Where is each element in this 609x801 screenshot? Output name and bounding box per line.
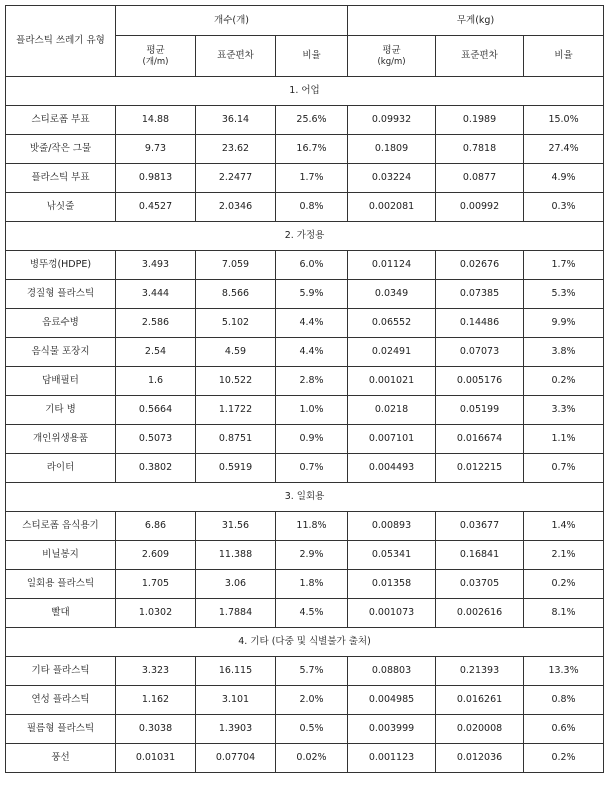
table-cell: 1.7% <box>524 251 604 280</box>
table-cell: 3.493 <box>116 251 196 280</box>
table-cell: 0.016674 <box>436 425 524 454</box>
table-cell: 3.3% <box>524 396 604 425</box>
table-cell: 6.0% <box>276 251 348 280</box>
table-cell: 1.4% <box>524 512 604 541</box>
table-cell: 0.05199 <box>436 396 524 425</box>
table-cell: 2.9% <box>276 541 348 570</box>
table-cell: 0.7% <box>524 454 604 483</box>
table-cell: 0.8751 <box>196 425 276 454</box>
table-cell: 4.5% <box>276 599 348 628</box>
table-cell: 5.7% <box>276 657 348 686</box>
table-cell: 0.7% <box>276 454 348 483</box>
table-row <box>6 454 604 483</box>
table-row <box>6 396 604 425</box>
row-type-label: 낚싯줄 <box>6 193 116 222</box>
table-row <box>6 541 604 570</box>
table-cell: 2.54 <box>116 338 196 367</box>
table-cell: 0.02491 <box>348 338 436 367</box>
table-cell: 4.4% <box>276 338 348 367</box>
table-cell: 0.03224 <box>348 164 436 193</box>
table-cell: 0.001073 <box>348 599 436 628</box>
row-type-label: 경질형 플라스틱 <box>6 280 116 309</box>
table-cell: 15.0% <box>524 106 604 135</box>
table-cell: 1.1722 <box>196 396 276 425</box>
table-cell: 2.586 <box>116 309 196 338</box>
table-cell: 10.522 <box>196 367 276 396</box>
row-type-label: 음료수병 <box>6 309 116 338</box>
section-title: 4. 기타 (다중 및 식별불가 출처) <box>6 628 604 657</box>
table-cell: 16.115 <box>196 657 276 686</box>
table-cell: 0.004985 <box>348 686 436 715</box>
table-cell: 1.7884 <box>196 599 276 628</box>
table-cell: 0.14486 <box>436 309 524 338</box>
header-weight-mean: 평균 (kg/m) <box>348 36 436 77</box>
row-type-label: 플라스틱 부표 <box>6 164 116 193</box>
table-row <box>6 715 604 744</box>
row-type-label: 스티로폼 부표 <box>6 106 116 135</box>
table-cell: 0.0349 <box>348 280 436 309</box>
table-cell: 2.609 <box>116 541 196 570</box>
table-cell: 0.5073 <box>116 425 196 454</box>
table-cell: 0.005176 <box>436 367 524 396</box>
table-cell: 0.9813 <box>116 164 196 193</box>
table-cell: 0.08803 <box>348 657 436 686</box>
header-weight-ratio: 비율 <box>524 36 604 77</box>
table-cell: 0.07704 <box>196 744 276 773</box>
table-cell: 31.56 <box>196 512 276 541</box>
table-cell: 11.8% <box>276 512 348 541</box>
section-title: 1. 어업 <box>6 77 604 106</box>
table-cell: 4.59 <box>196 338 276 367</box>
table-cell: 0.06552 <box>348 309 436 338</box>
header-weight-group: 무게(kg) <box>348 6 604 36</box>
table-cell: 1.7% <box>276 164 348 193</box>
table-cell: 11.388 <box>196 541 276 570</box>
table-cell: 3.323 <box>116 657 196 686</box>
table-row <box>6 367 604 396</box>
table-cell: 0.9% <box>276 425 348 454</box>
table-cell: 0.21393 <box>436 657 524 686</box>
table-cell: 36.14 <box>196 106 276 135</box>
section-row <box>6 77 604 106</box>
table-cell: 0.2% <box>524 744 604 773</box>
table-row <box>6 599 604 628</box>
table-cell: 0.012036 <box>436 744 524 773</box>
table-cell: 0.002081 <box>348 193 436 222</box>
table-row <box>6 512 604 541</box>
table-cell: 14.88 <box>116 106 196 135</box>
table-cell: 0.1809 <box>348 135 436 164</box>
table-cell: 1.8% <box>276 570 348 599</box>
row-type-label: 기타 병 <box>6 396 116 425</box>
table-cell: 9.73 <box>116 135 196 164</box>
row-type-label: 기타 플라스틱 <box>6 657 116 686</box>
table-body <box>6 77 604 773</box>
table-row <box>6 280 604 309</box>
table-row <box>6 686 604 715</box>
table-cell: 4.4% <box>276 309 348 338</box>
table-cell: 2.0% <box>276 686 348 715</box>
header-count-ratio: 비율 <box>276 36 348 77</box>
table-cell: 0.00992 <box>436 193 524 222</box>
section-row <box>6 628 604 657</box>
table-cell: 1.705 <box>116 570 196 599</box>
table-cell: 0.02676 <box>436 251 524 280</box>
table-cell: 0.020008 <box>436 715 524 744</box>
section-title: 3. 일회용 <box>6 483 604 512</box>
table-cell: 0.4527 <box>116 193 196 222</box>
table-row <box>6 251 604 280</box>
row-type-label: 빨대 <box>6 599 116 628</box>
table-cell: 16.7% <box>276 135 348 164</box>
table-cell: 0.8% <box>524 686 604 715</box>
table-cell: 3.444 <box>116 280 196 309</box>
table-cell: 1.6 <box>116 367 196 396</box>
table-cell: 8.566 <box>196 280 276 309</box>
table-cell: 0.002616 <box>436 599 524 628</box>
table-cell: 0.0877 <box>436 164 524 193</box>
table-cell: 0.001021 <box>348 367 436 396</box>
row-type-label: 일회용 플라스틱 <box>6 570 116 599</box>
table-cell: 0.5919 <box>196 454 276 483</box>
table-cell: 4.9% <box>524 164 604 193</box>
header-type-label: 플라스틱 쓰레기 유형 <box>6 6 116 77</box>
table-cell: 0.01124 <box>348 251 436 280</box>
row-type-label: 연성 플라스틱 <box>6 686 116 715</box>
table-cell: 0.03705 <box>436 570 524 599</box>
table-cell: 0.1989 <box>436 106 524 135</box>
table-cell: 0.07385 <box>436 280 524 309</box>
row-type-label: 비닐봉지 <box>6 541 116 570</box>
table-cell: 0.16841 <box>436 541 524 570</box>
table-cell: 23.62 <box>196 135 276 164</box>
row-type-label: 병뚜껑(HDPE) <box>6 251 116 280</box>
table-cell: 0.7818 <box>436 135 524 164</box>
table-cell: 0.09932 <box>348 106 436 135</box>
table-row <box>6 570 604 599</box>
table-cell: 3.101 <box>196 686 276 715</box>
table-row <box>6 338 604 367</box>
table-cell: 5.3% <box>524 280 604 309</box>
table-cell: 3.8% <box>524 338 604 367</box>
row-type-label: 음식물 포장지 <box>6 338 116 367</box>
table-cell: 0.03677 <box>436 512 524 541</box>
table-cell: 0.3038 <box>116 715 196 744</box>
table-row <box>6 657 604 686</box>
table-cell: 0.8% <box>276 193 348 222</box>
table-row <box>6 106 604 135</box>
table-row <box>6 309 604 338</box>
table-cell: 1.3903 <box>196 715 276 744</box>
table-cell: 1.0302 <box>116 599 196 628</box>
table-cell: 2.8% <box>276 367 348 396</box>
table-cell: 0.012215 <box>436 454 524 483</box>
table-cell: 13.3% <box>524 657 604 686</box>
table-cell: 25.6% <box>276 106 348 135</box>
table-cell: 9.9% <box>524 309 604 338</box>
table-cell: 0.00893 <box>348 512 436 541</box>
table-cell: 2.2477 <box>196 164 276 193</box>
table-cell: 2.1% <box>524 541 604 570</box>
table-cell: 1.162 <box>116 686 196 715</box>
header-count-group: 개수(개) <box>116 6 348 36</box>
section-title: 2. 가정용 <box>6 222 604 251</box>
table-cell: 1.1% <box>524 425 604 454</box>
table-cell: 8.1% <box>524 599 604 628</box>
table-cell: 2.0346 <box>196 193 276 222</box>
header-count-mean: 평균 (개/m) <box>116 36 196 77</box>
table-cell: 0.0218 <box>348 396 436 425</box>
table-cell: 0.3802 <box>116 454 196 483</box>
table-cell: 0.016261 <box>436 686 524 715</box>
table-cell: 0.5664 <box>116 396 196 425</box>
header-count-std: 표준편차 <box>196 36 276 77</box>
table-cell: 5.9% <box>276 280 348 309</box>
table-cell: 3.06 <box>196 570 276 599</box>
table-cell: 0.2% <box>524 367 604 396</box>
table-row <box>6 164 604 193</box>
table-cell: 1.0% <box>276 396 348 425</box>
table-cell: 0.6% <box>524 715 604 744</box>
table-cell: 27.4% <box>524 135 604 164</box>
table-cell: 0.05341 <box>348 541 436 570</box>
table-row <box>6 135 604 164</box>
table-cell: 0.003999 <box>348 715 436 744</box>
table-cell: 0.001123 <box>348 744 436 773</box>
table-cell: 0.2% <box>524 570 604 599</box>
row-type-label: 풍선 <box>6 744 116 773</box>
table-cell: 6.86 <box>116 512 196 541</box>
row-type-label: 스티로폼 음식용기 <box>6 512 116 541</box>
table-cell: 0.5% <box>276 715 348 744</box>
table-row <box>6 193 604 222</box>
row-type-label: 필름형 플라스틱 <box>6 715 116 744</box>
row-type-label: 라이터 <box>6 454 116 483</box>
row-type-label: 담배필터 <box>6 367 116 396</box>
table-cell: 0.01031 <box>116 744 196 773</box>
table-row <box>6 425 604 454</box>
table-cell: 0.007101 <box>348 425 436 454</box>
table-cell: 0.3% <box>524 193 604 222</box>
table-cell: 0.01358 <box>348 570 436 599</box>
table-cell: 0.02% <box>276 744 348 773</box>
row-type-label: 밧줄/작은 그물 <box>6 135 116 164</box>
table-cell: 5.102 <box>196 309 276 338</box>
plastic-waste-table <box>5 5 604 773</box>
row-type-label: 개인위생용품 <box>6 425 116 454</box>
section-row <box>6 222 604 251</box>
section-row <box>6 483 604 512</box>
header-weight-std: 표준편차 <box>436 36 524 77</box>
table-cell: 0.004493 <box>348 454 436 483</box>
table-cell: 0.07073 <box>436 338 524 367</box>
table-cell: 7.059 <box>196 251 276 280</box>
table-row <box>6 744 604 773</box>
